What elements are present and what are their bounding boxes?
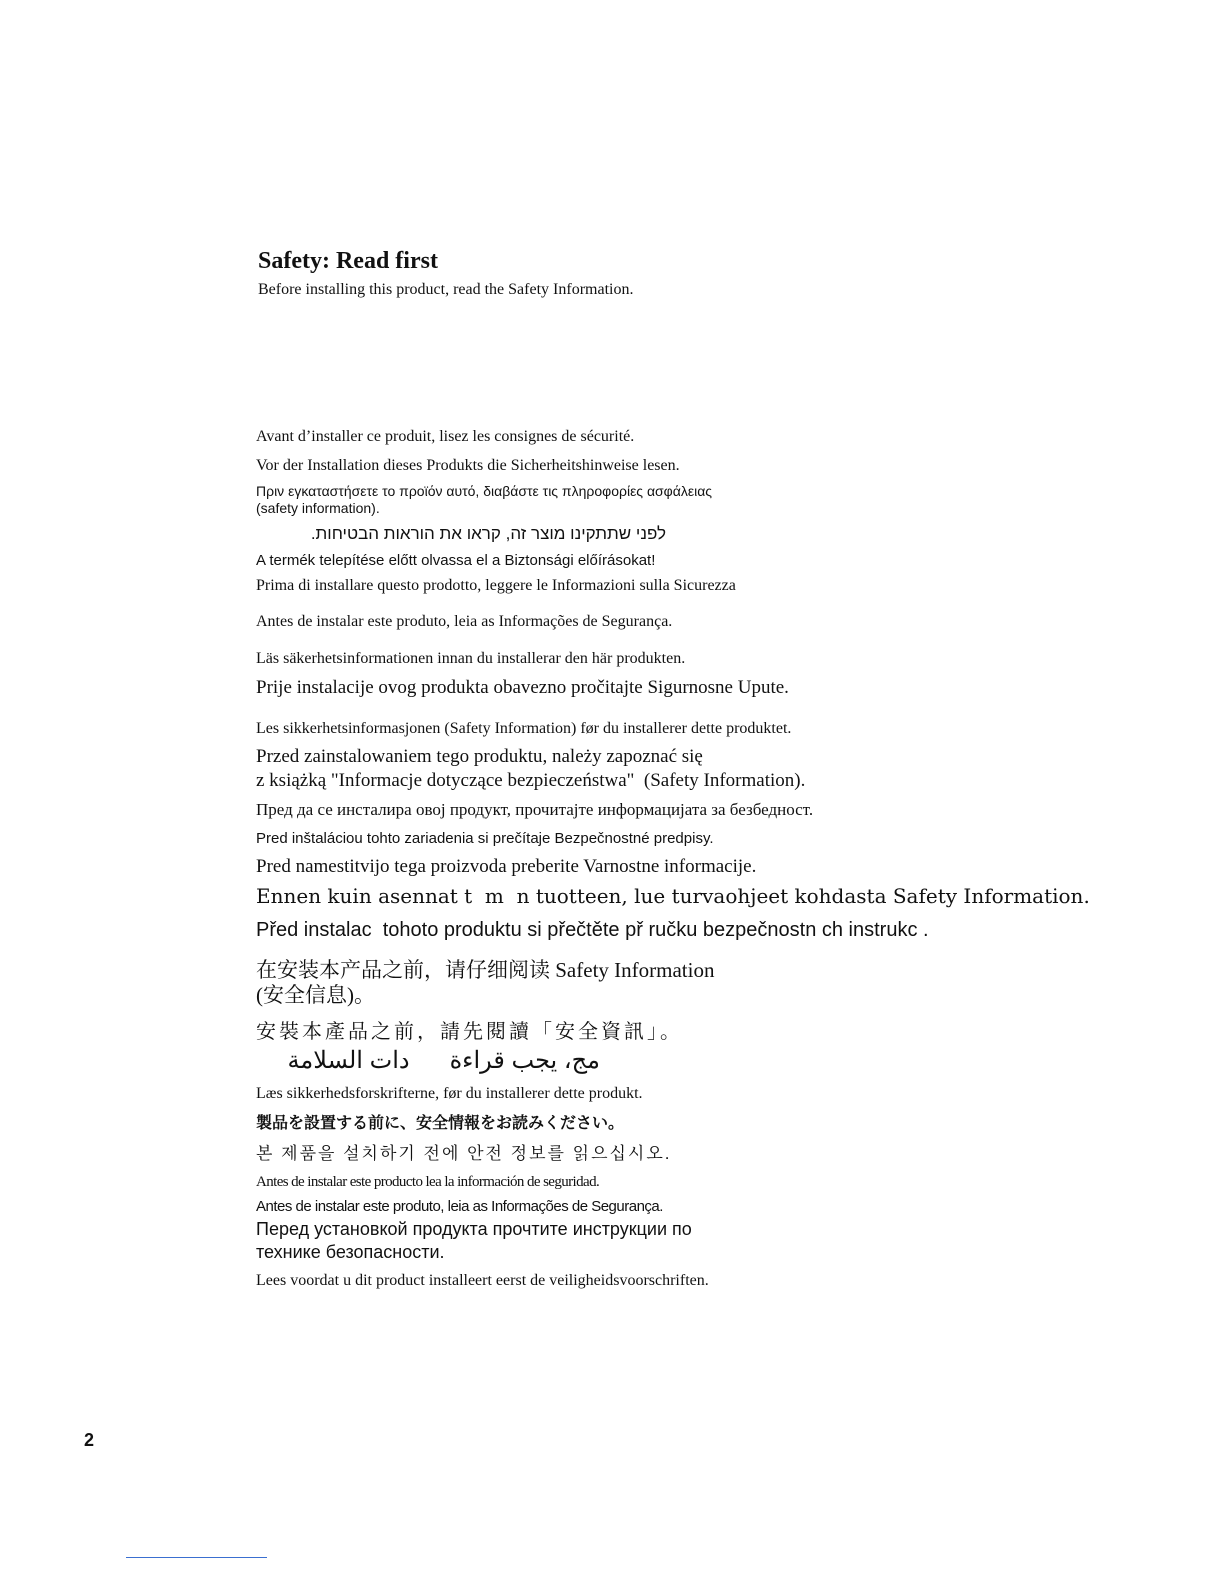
- statement-russian: Перед установкой продукта прочтите инструкции по: [256, 1219, 692, 1239]
- statement-spanish: Antes de instalar este producto lea la información de seguridad.: [256, 1174, 600, 1190]
- statement-slovenian: Pred namestitvijo tega proizvoda preberite Varnostne informacije.: [256, 856, 757, 877]
- statement-slovak: Pred inštaláciou tohto zariadenia si prečítaje Bezpečnostné predpisy.: [256, 830, 714, 847]
- statement-russian-continued: технике безопасности.: [256, 1242, 445, 1262]
- statement-swedish: Läs säkerhetsinformationen innan du installerar den här produkten.: [256, 650, 686, 667]
- page-number: 2: [84, 1430, 95, 1450]
- statement-french: Avant d’installer ce produit, lisez les consignes de sécurité.: [256, 428, 635, 445]
- statement-czech: Před instalac tohoto produktu si přečtěte př ručku bezpečnostn ch instrukc .: [256, 919, 929, 941]
- statement-arabic: مج، يجب قراءة دات السلامة: [287, 1047, 600, 1074]
- statement-danish: Læs sikkerhedsforskrifterne, før du installerer dette produkt.: [256, 1085, 643, 1102]
- statement-portuguese-brazil: Antes de instalar este produto, leia as Informações de Segurança.: [256, 613, 673, 630]
- statement-hungarian: A termék telepítése előtt olvassa el a Biztonsági előírásokat!: [256, 552, 656, 569]
- statement-hebrew: לפני שתתקינו מוצר זה, קראו את הוראות הבטיחות.: [310, 524, 666, 543]
- statement-chinese-traditional: 安裝本產品之前，請先閱讀「安全資訊」。: [256, 1021, 683, 1043]
- statement-croatian: Prije instalacije ovog produkta obavezno pročitajte Sigurnosne Upute.: [256, 677, 789, 698]
- statement-chinese-simplified: 在安装本产品之前，请仔细阅读 Safety Information: [256, 958, 715, 982]
- statement-korean: 본 제품을 설치하기 전에 안전 정보를 읽으십시오.: [256, 1144, 672, 1163]
- statement-norwegian: Les sikkerhetsinformasjonen (Safety Information) før du installerer dette produktet.: [256, 720, 792, 737]
- statement-greek: Πριν εγκαταστήσετε το προϊόν αυτό, διαβάστε τις πληροφορίες ασφάλειας: [256, 483, 713, 499]
- statement-finnish: Ennen kuin asennat t m n tuotteen, lue turvaohjeet kohdasta Safety Information.: [256, 884, 1090, 908]
- statement-macedonian: Пред да се инсталира овој продукт, прочитајте информацијата за безбедност.: [256, 800, 814, 819]
- statement-japanese: 製品を設置する前に、安全情報をお読みください。: [256, 1115, 625, 1132]
- page-subtitle: Before installing this product, read the Safety Information.: [258, 281, 634, 298]
- statement-italian: Prima di installare questo prodotto, leggere le Informazioni sulla Sicurezza: [256, 577, 736, 594]
- statement-dutch: Lees voordat u dit product installeert eerst de veiligheidsvoorschriften.: [256, 1272, 709, 1289]
- statement-polish: Przed zainstalowaniem tego produktu, należy zapoznać się: [256, 746, 703, 767]
- page-title: Safety: Read first: [258, 248, 438, 274]
- statement-german: Vor der Installation dieses Produkts die Sicherheitshinweise lesen.: [256, 457, 680, 474]
- statement-greek-continued: (safety information).: [256, 500, 380, 516]
- statement-polish-continued: z książką "Informacje dotyczące bezpieczeństwa" (Safety Information).: [256, 770, 806, 791]
- footer-rule: [126, 1557, 267, 1558]
- statement-chinese-simplified-continued: (安全信息)。: [256, 983, 375, 1007]
- statement-portuguese: Antes de instalar este produto, leia as Informações de Segurança.: [256, 1198, 663, 1215]
